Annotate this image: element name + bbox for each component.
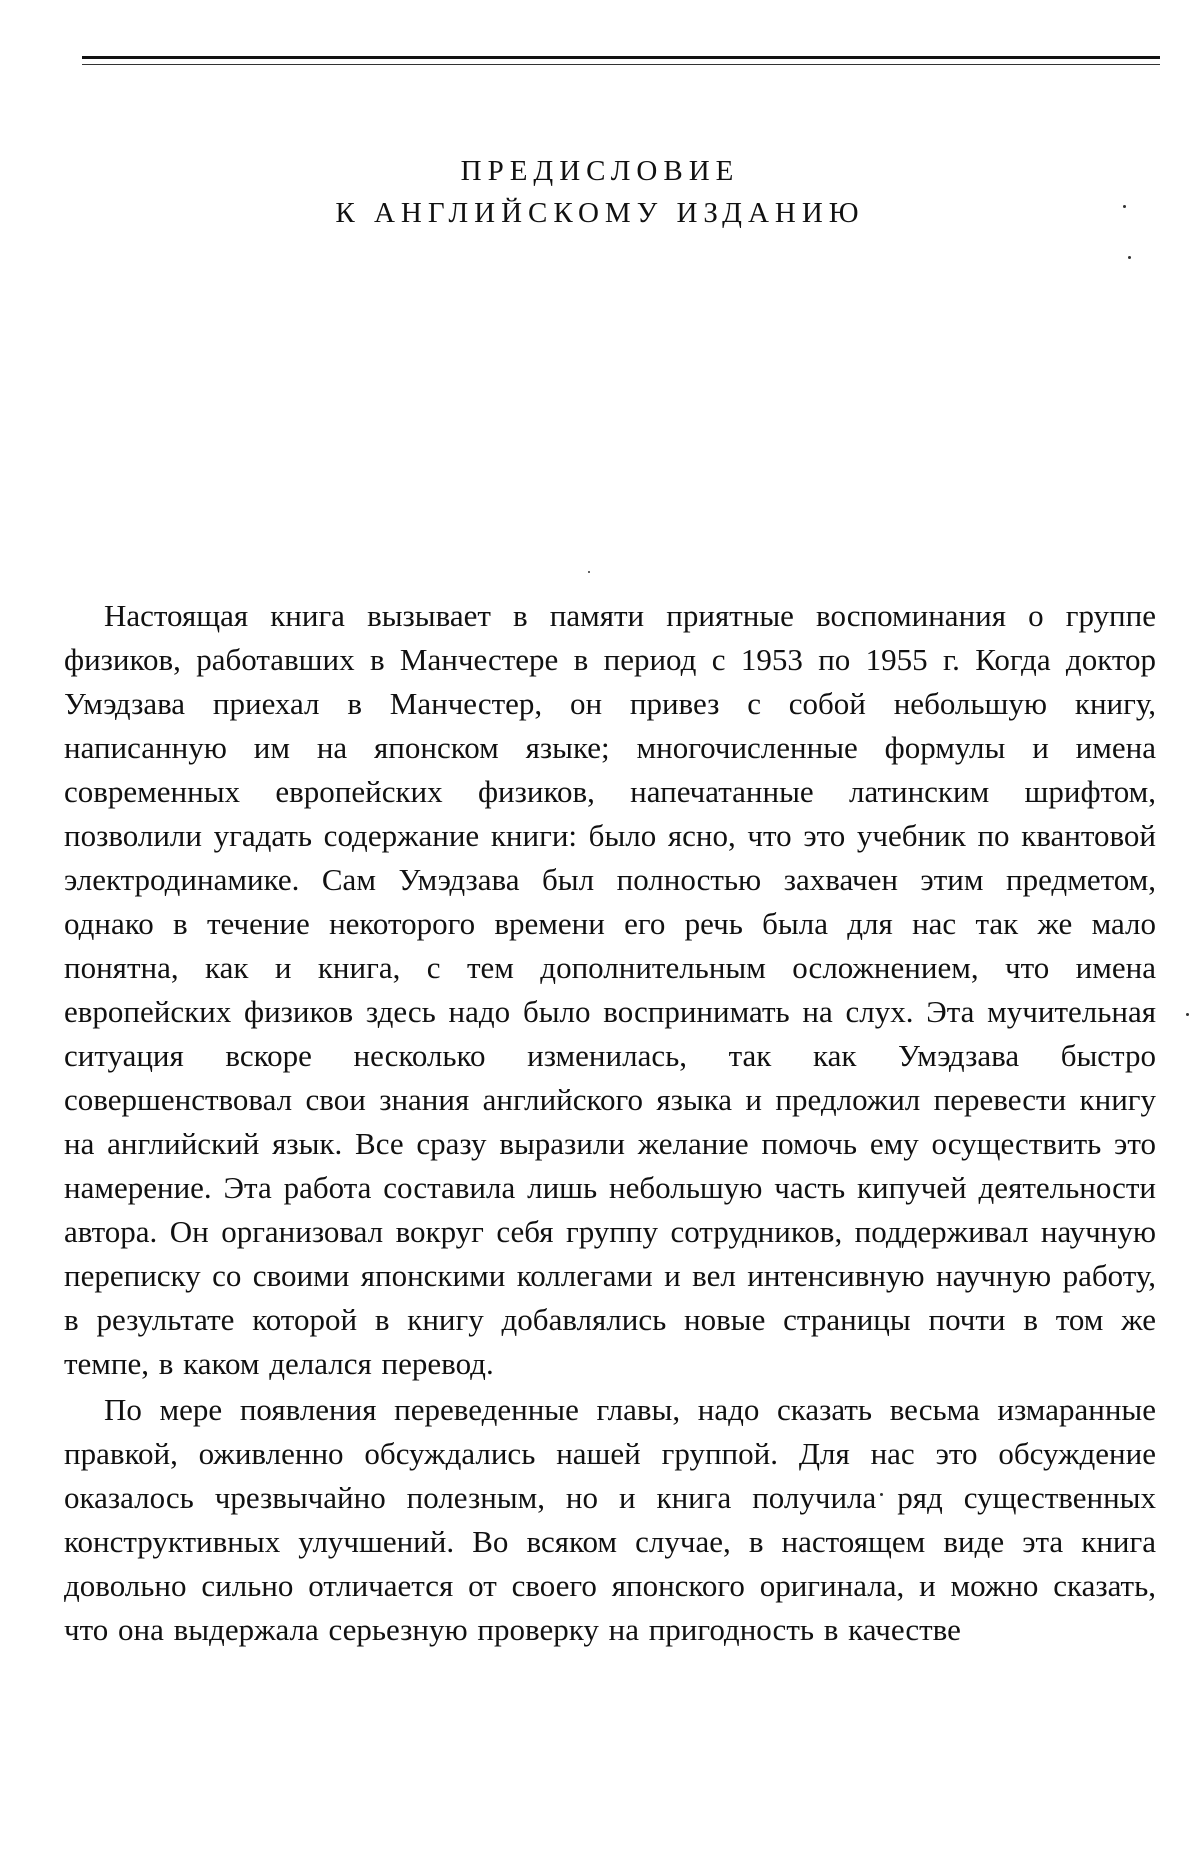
top-rule [82,56,1160,59]
chapter-subtitle: К АНГЛИЙСКОМУ ИЗДАНИЮ [335,197,865,229]
paragraph: По мере появления переведенные главы, надо сказать весьма измаранные правкой, оживленно обсуждались нашей группой. Для нас это обсуждение оказалось чрезвычайно полезным, но и книга получила ряд существенных конструктивных улучшений. Во всяком случае, в настоящем виде эта книга довольно сильно отличается от своего японского оригинала, и можно сказать, что она выдержала серьезную проверку на пригодность в качестве [64,1392,1156,1647]
chapter-heading [0,150,1200,234]
body-text [64,594,1156,1652]
chapter-title: ПРЕДИСЛОВИЕ [460,155,740,187]
top-rule-thin [82,64,1160,65]
scan-speck [588,571,590,573]
scan-speck [1128,256,1131,259]
scan-speck [1186,1013,1189,1016]
scan-speck [1123,205,1126,208]
paragraph: Настоящая книга вызывает в памяти приятные воспоминания о группе физиков, работавших в Манчестере в период с 1953 по 1955 г. Когда доктор Умэдзава приехал в Манчестер, он привез с собой небольшую книгу, написанную им на японском языке; многочисленные формулы и имена современных европейских физиков, напечатанные латинским шрифтом, позволили угадать содержание книги: было ясно, что это учебник по квантовой электродинамике. Сам Умэдзава был полностью захвачен этим предметом, однако в течение некоторого времени его речь была для нас так же мало понятна, как и книга, с тем дополнительным осложнением, что имена европейских физиков здесь надо было воспринимать на слух. Эта мучительная ситуация вскоре несколько изменилась, так как Умэдзава быстро совершенствовал свои знания английского языка и предложил перевести книгу на английский язык. Все сразу выразили желание помочь ему осуществить это намерение. Эта работа составила лишь небольшую часть кипучей деятельности автора. Он организовал вокруг себя группу сотрудников, поддерживал научную переписку со своими японскими коллегами и вел интенсивную научную работу, в результате которой в книгу добавлялись новые страницы почти в том же темпе, в каком делался перевод. [64,598,1156,1381]
